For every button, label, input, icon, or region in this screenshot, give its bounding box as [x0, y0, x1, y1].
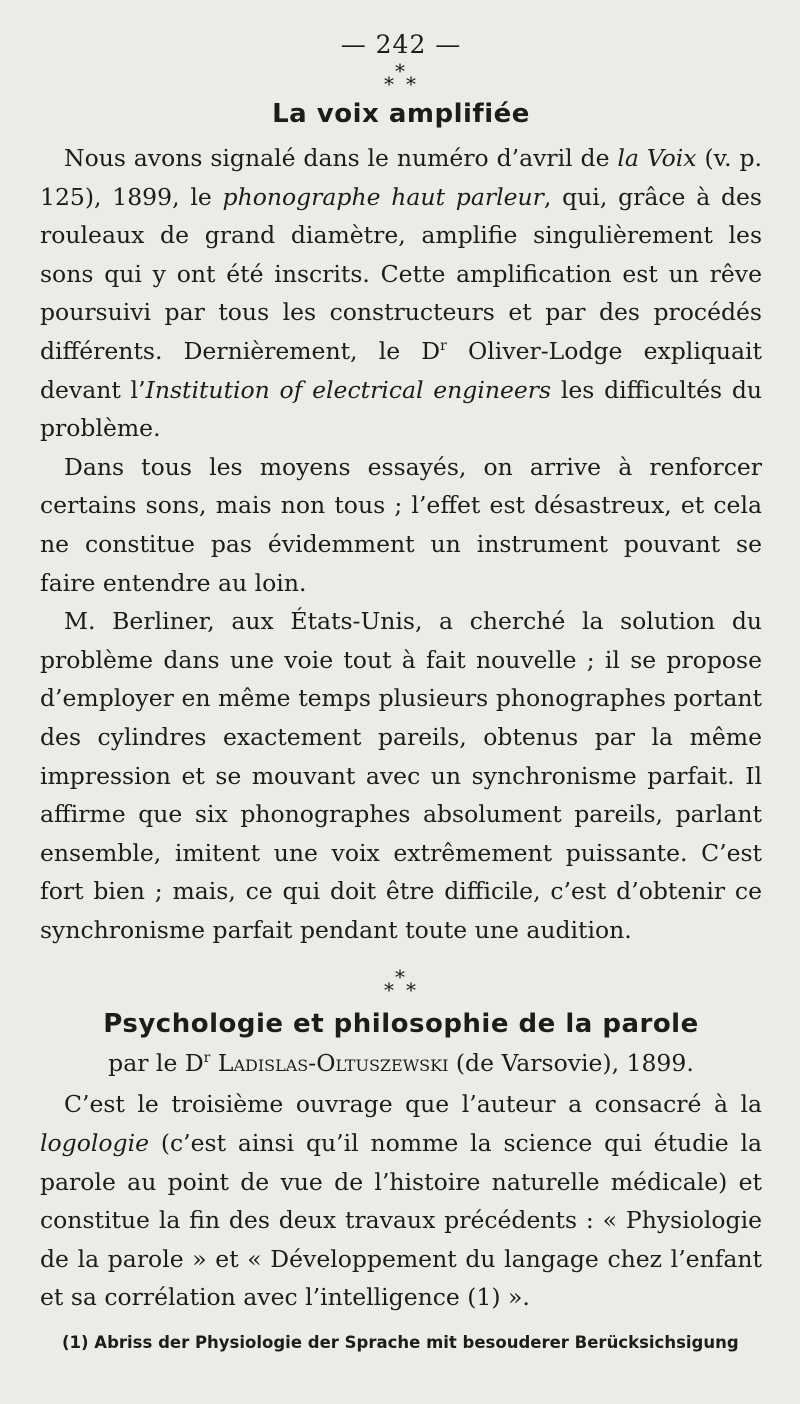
- author-name: Ladislas-Oltuszewski: [217, 1049, 449, 1078]
- page-number: — 242 —: [340, 30, 462, 59]
- separator-star: *: [395, 59, 405, 83]
- section-separator: [381, 61, 421, 95]
- section-title-voix-amplifiee: La voix amplifiée: [272, 99, 530, 129]
- section-separator: [381, 967, 421, 1001]
- separator-star: *: [384, 72, 394, 96]
- separator-star: *: [406, 72, 416, 96]
- paragraph: Dans tous les moyens essayés, on arrive à renforcer certains sons, mais non tous ; l’effet est désastreux, et cela ne constitue pas évidemment un instrument pouvant se faire entendre au loin.: [40, 452, 762, 597]
- separator-star: *: [395, 965, 405, 990]
- separator-star: *: [406, 978, 416, 1003]
- footnote: (1) Abriss der Physiologie der Sprache mit besouderer Berücksichsigung: [62, 1333, 739, 1353]
- paragraph: M. Berliner, aux États-Unis, a cherché la solution du problème dans une voie tout à fait nouvelle ; il se propose d’employer en même temps plusieurs phonographes portant des cylindres exactement pareils, obtenus par la même impression et se mouvant avec un synchronisme parfait. Il affirme que six phonographes absolument pareils, parlant ensemble, imitent une voix extrêmement puissante. C’est fort bien ; mais, ce qui doit être difficile, c’est d’obtenir ce synchronisme parfait pendant toute une audition.: [40, 607, 762, 944]
- paragraph: Nous avons signalé dans le numéro d’avril de la Voix (v. p. 125), 1899, le phonographe haut parleur, qui, grâce à des rouleaux de grand diamètre, amplifie singulièrement les sons qui y ont été inscrits. Cette amplification est un rêve poursuivi par tous les constructeurs et par des procédés différents. Dernièrement, le $D^r$ Oliver-Lodge expliquait devant l’Institution of electrical engineers les difficultés du problème.: [40, 144, 762, 443]
- byline: par le $D^r$ Ladislas-Oltuszewski (de Varsovie), 1899.: [108, 1049, 694, 1078]
- section-title-psychologie: Psychologie et philosophie de la parole: [103, 1009, 699, 1040]
- separator-star: *: [384, 978, 394, 1003]
- paragraph: C’est le troisième ouvrage que l’auteur a consacré à la logologie (c’est ainsi qu’il nomme la science qui étudie la parole au point de vue de l’histoire naturelle médicale) et constitue la fin des deux travaux précédents : « Physiologie de la parole » et « Développement du langage chez l’enfant et sa corrélation avec l’intelligence (1) ».: [40, 1090, 762, 1312]
